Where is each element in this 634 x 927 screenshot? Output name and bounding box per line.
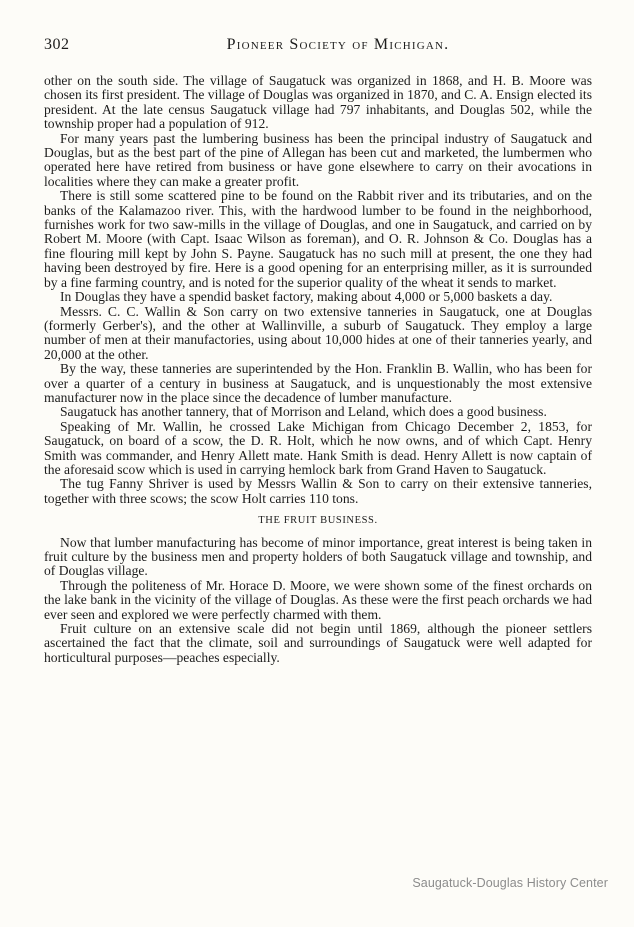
paragraph: Speaking of Mr. Wallin, he crossed Lake Michigan from Chicago December 2, 1853, for Saugatuck, on board of a scow, the D. R. Holt, which he now owns, and of which Capt. Henry Smith was commander, and Henry Allett mate. Hank Smith is dead. Henry Allett is now captain of the aforesaid scow which is used in carrying hemlock bark from Grand Haven to Saugatuck. xyxy=(44,418,592,477)
running-title: Pioneer Society of Michigan. xyxy=(226,36,450,53)
page-header xyxy=(44,36,592,60)
section-heading: THE FRUIT BUSINESS. xyxy=(258,515,378,527)
paragraph: By the way, these tanneries are superintended by the Hon. Franklin B. Wallin, who has been for over a quarter of a century in business at Saugatuck, and is unquestionably the most extensive manufacturer now in the place since the decadence of lumber manufacture. xyxy=(44,361,592,405)
paragraph: For many years past the lumbering business has been the principal industry of Saugatuck and Douglas, but as the best part of the pine of Allegan has been cut and marketed, the lumbermen who operated here have retired from business or have gone elsewhere to carry on their avocations in localities where they can make a greater profit. xyxy=(44,130,592,189)
paragraph: Fruit culture on an extensive scale did not begin until 1869, although the pioneer settlers ascertained the fact that the climate, soil and surroundings of Saugatuck were well adapted for horticultural purposes—peaches especially. xyxy=(44,621,592,665)
paragraph: Messrs. C. C. Wallin & Son carry on two extensive tanneries in Saugatuck, one at Douglas (formerly Gerber's), and the other at Wallinville, a suburb of Saugatuck. They employ a large number of men at their manufactories, using about 10,000 hides at one of their tanneries yearly, and 20,000 at the other. xyxy=(44,303,592,362)
paragraph: The tug Fanny Shriver is used by Messrs Wallin & Son to carry on their extensive tanneries, together with three scows; the scow Holt carries 110 tons. xyxy=(44,476,592,506)
paragraph: Through the politeness of Mr. Horace D. Moore, we were shown some of the finest orchards on the lake bank in the vicinity of the village of Douglas. As these were the first peach orchards we had ever seen and explored we were perfectly charmed with them. xyxy=(44,577,592,622)
page-number: 302 xyxy=(44,36,70,53)
paragraph: In Douglas they have a spendid basket factory, making about 4,000 or 5,000 baskets a day. xyxy=(60,289,553,305)
body-text xyxy=(44,74,592,665)
paragraph: Saugatuck has another tannery, that of Morrison and Leland, which does a good business. xyxy=(60,404,547,420)
paragraph: There is still some scattered pine to be found on the Rabbit river and its tributaries, and on the banks of the Kalamazoo river. This, with the hardwood lumber to be found in the neighborhood, furnishes work for two saw-mills in the village of Douglas, and one in Saugatuck, and carried on by Robert M. Moore (with Capt. Isaac Wilson as foreman), and O. R. Johnson & Co. Douglas has a fine flouring mill kept by John S. Payne. Saugatuck has no such mill at present, the one they had having been destroyed by fire. Here is a good opening for an enterprising miller, as it is surrounded by a fine farming country, and is noted for the superior quality of the wheat it sends to market. xyxy=(44,188,592,290)
watermark: Saugatuck-Douglas History Center xyxy=(412,876,608,890)
paragraph: Now that lumber manufacturing has become of minor importance, great interest is being taken in fruit culture by the business men and property holders of both Saugatuck village and township, and of Douglas village. xyxy=(44,534,592,579)
paragraph: other on the south side. The village of Saugatuck was organized in 1868, and H. B. Moore was chosen its first president. The village of Douglas was organized in 1870, and C. A. Ensign elected its president. At the late census Saugatuck village had 797 inhabitants, and Douglas 502, while the township proper had a population of 912. xyxy=(44,73,592,132)
